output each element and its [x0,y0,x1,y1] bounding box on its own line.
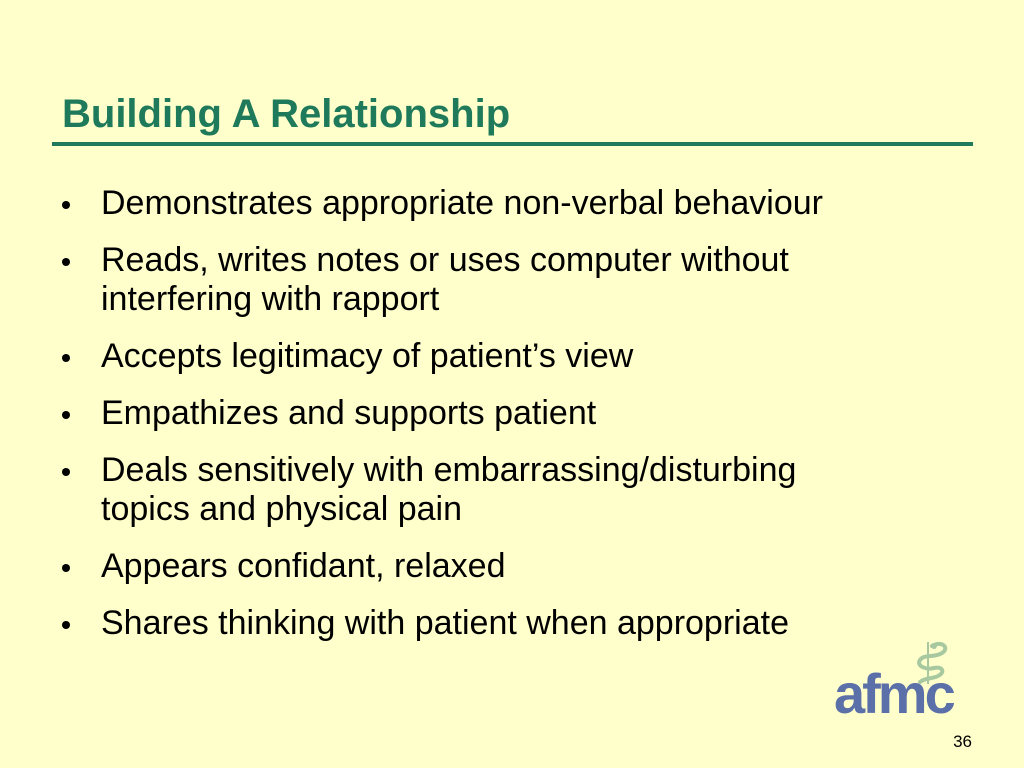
bullet-text-line: Appears confidant, relaxed [101,547,506,585]
afmc-logo-text: afmc [834,662,953,725]
bullet-text-line: Demonstrates appropriate non-verbal behaviour [101,184,823,222]
bullet-text-line: Reads, writes notes or uses computer without [101,241,789,279]
bullet-item [60,184,960,223]
bullet-item [60,451,960,529]
bullet-point-icon [62,468,70,476]
bullet-text-line: Deals sensitively with embarrassing/disturbing [101,451,797,489]
bullet-point-icon [62,411,70,419]
bullet-text-line: Accepts legitimacy of patient’s view [101,337,634,375]
bullet-list [60,184,960,661]
bullet-text-line: topics and physical pain [101,490,463,528]
bullet-point-icon [62,258,70,266]
bullet-point-icon [62,564,70,572]
bullet-item [60,604,960,643]
bullet-text-line: Shares thinking with patient when appropriate [101,604,789,642]
title-underline [52,142,973,146]
bullet-point-icon [62,201,70,209]
bullet-text-line: interfering with rapport [101,280,440,318]
bullet-point-icon [62,621,70,629]
bullet-item [60,547,960,586]
bullet-text-line: Empathizes and supports patient [101,394,597,432]
bullet-item [60,241,960,319]
page-number: 36 [953,732,972,751]
bullet-item [60,337,960,376]
bullet-item [60,394,960,433]
afmc-logo [834,640,982,725]
bullet-point-icon [62,354,70,362]
slide-title: Building A Relationship [62,92,511,136]
